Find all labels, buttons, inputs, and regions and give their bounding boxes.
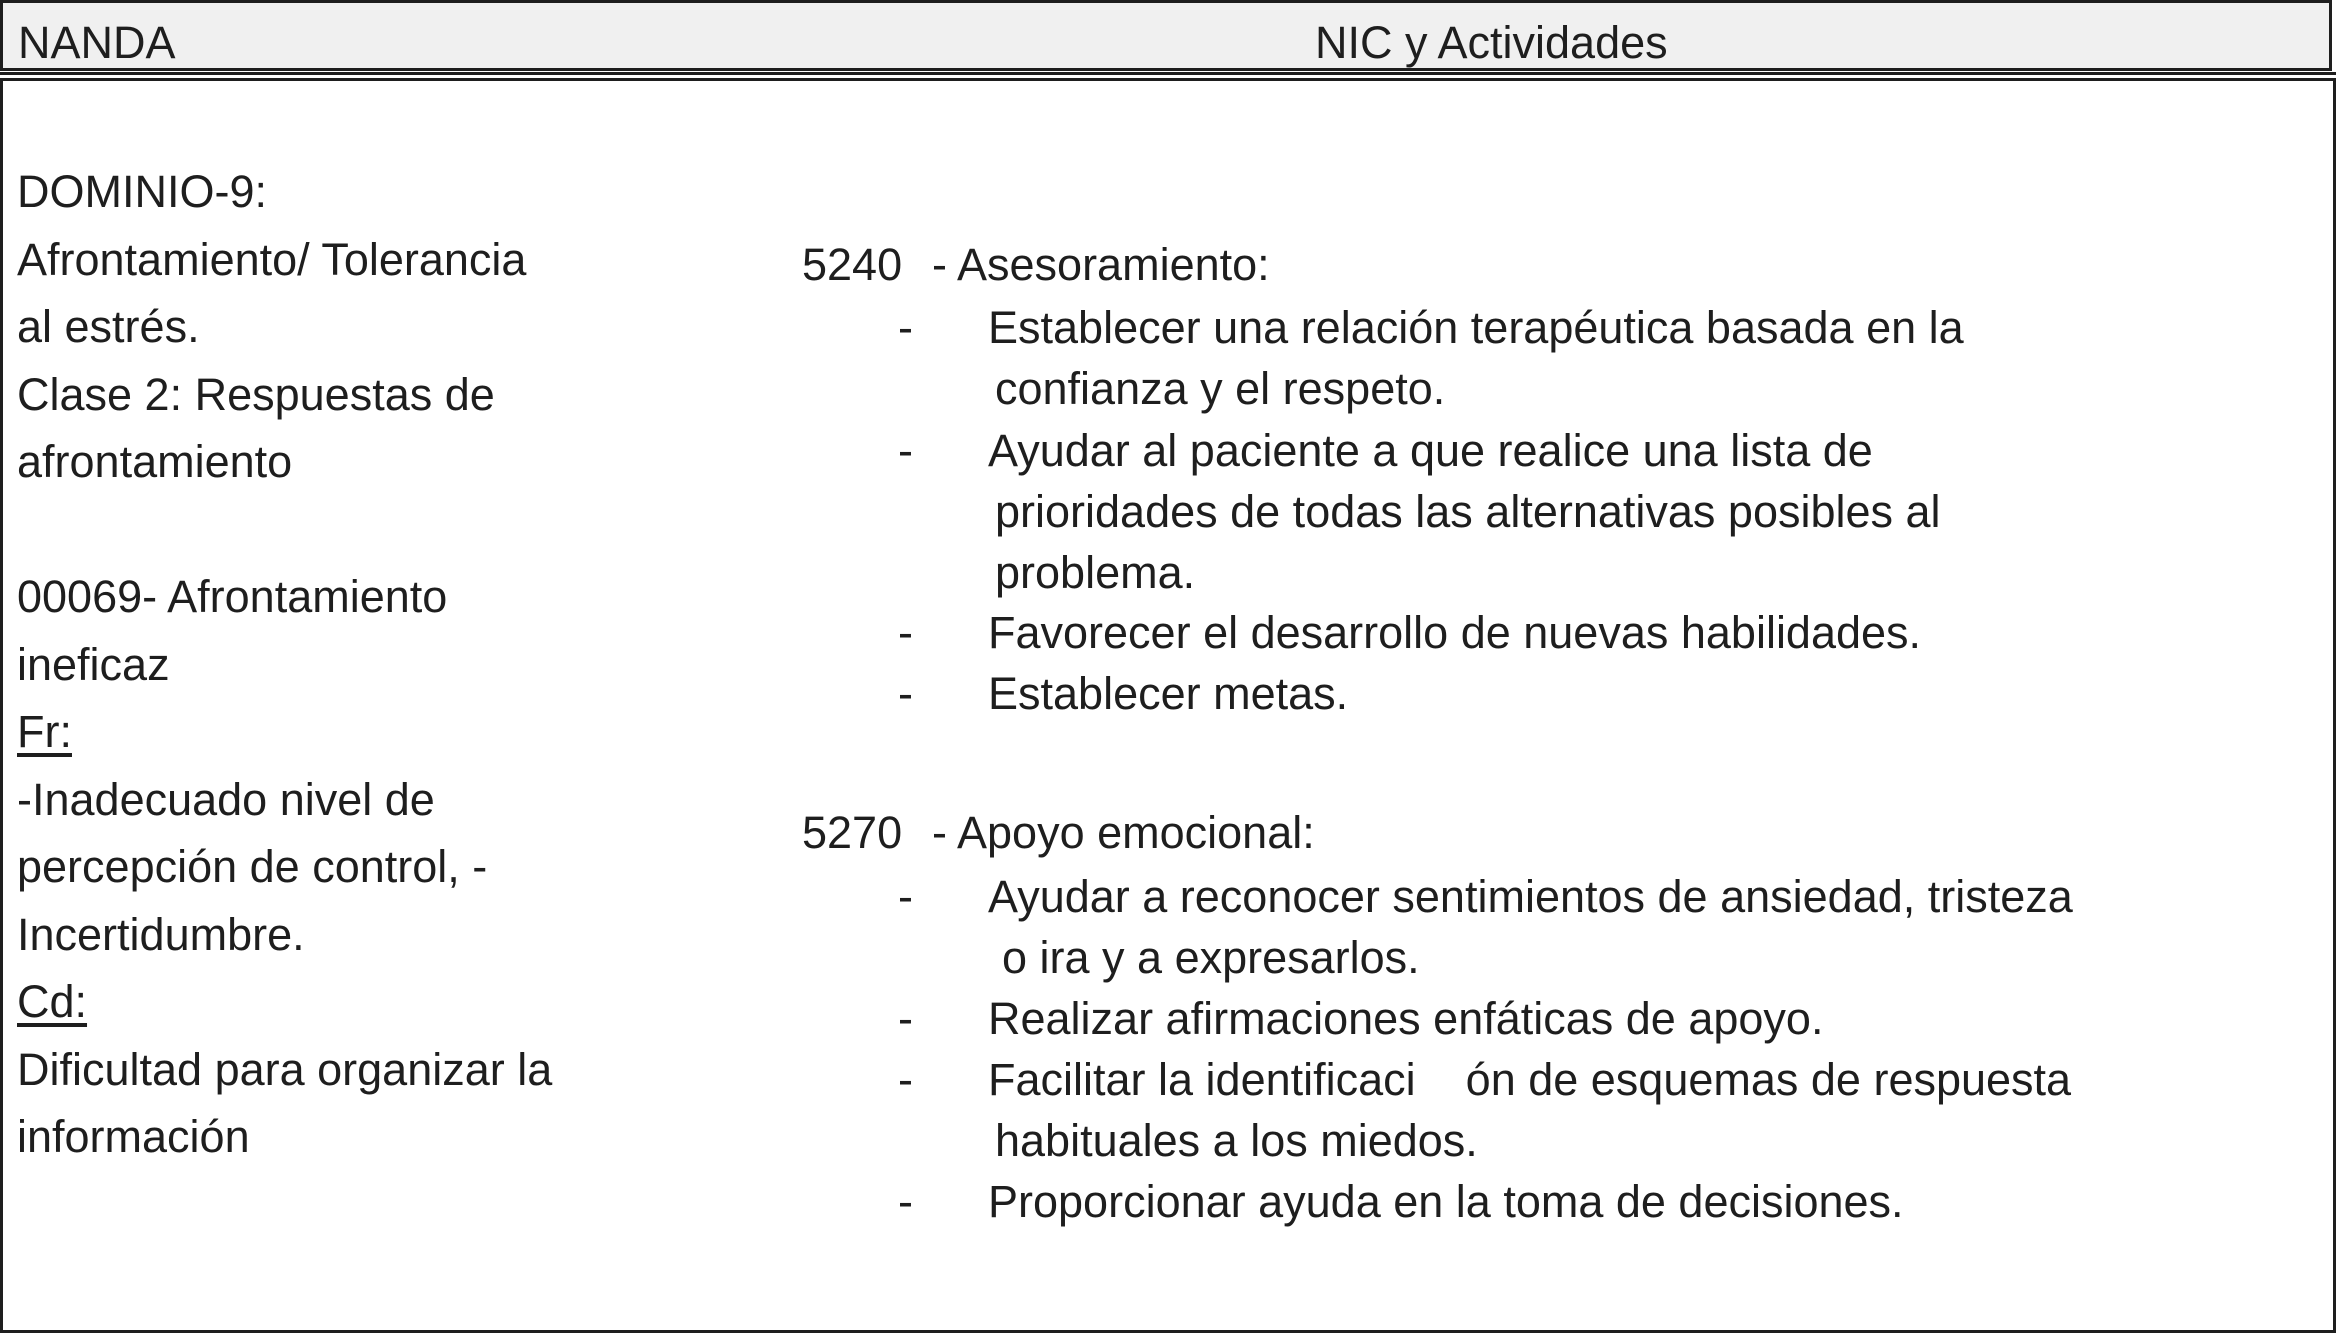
bullet-dash: - <box>898 302 913 353</box>
domain-line: afrontamiento <box>17 436 293 487</box>
activity-text: Ayudar al paciente a que realice una lista de <box>988 425 1873 476</box>
cd-label: Cd: <box>17 976 88 1027</box>
bullet-dash: - <box>898 1054 913 1105</box>
nic-title: - Asesoramiento: <box>932 239 1270 290</box>
nic-code: 5270 <box>802 807 903 858</box>
diagnosis-line: 00069- Afrontamiento <box>17 571 448 622</box>
bullet-dash: - <box>898 993 913 1044</box>
nic-code: 5240 <box>802 239 903 290</box>
nic-title: - Apoyo emocional: <box>932 807 1315 858</box>
bullet-dash: - <box>898 668 913 719</box>
bullet-dash: - <box>898 607 913 658</box>
activity-text-continued: prioridades de todas las alternativas posibles al <box>995 486 1941 537</box>
activity-text-continued: confianza y el respeto. <box>995 363 1446 414</box>
activity-text: Favorecer el desarrollo de nuevas habilidades. <box>988 607 1922 658</box>
activity-text-continued: problema. <box>995 547 1196 598</box>
bullet-dash: - <box>898 871 913 922</box>
domain-line: Clase 2: Respuestas de <box>17 368 495 420</box>
diagnosis-line: ineficaz <box>17 638 170 690</box>
nic-column-header: NIC y Actividades <box>1315 17 1668 68</box>
activity-text-continued: o ira y a expresarlos. <box>1002 932 1420 983</box>
activity-text: Establecer una relación terapéutica basada en la <box>988 302 1964 353</box>
bullet-dash: - <box>898 1176 913 1227</box>
activity-text: Realizar afirmaciones enfáticas de apoyo. <box>988 993 1824 1044</box>
fr-line: percepción de control, - <box>17 841 488 892</box>
domain-line: DOMINIO-9: <box>17 166 268 217</box>
fr-line: Incertidumbre. <box>17 908 305 960</box>
activity-text: Establecer metas. <box>988 668 1349 719</box>
fr-line: -Inadecuado nivel de <box>17 773 435 825</box>
nic-intervention-heading <box>802 805 1315 861</box>
activity-text: Proporcionar ayuda en la toma de decisiones. <box>988 1176 1904 1227</box>
activity-text: Ayudar a reconocer sentimientos de ansiedad, tristeza <box>988 871 2073 922</box>
activity-text: Facilitar la identificaci ón de esquemas de respuesta <box>988 1054 2072 1105</box>
domain-line: Afrontamiento/ Tolerancia <box>17 233 527 285</box>
activity-text-continued: habituales a los miedos. <box>995 1115 1478 1166</box>
nanda-column-header: NANDA <box>18 17 176 68</box>
nic-intervention-heading <box>802 237 1270 293</box>
bullet-dash: - <box>898 425 913 476</box>
domain-line: al estrés. <box>17 301 200 352</box>
fr-label: Fr: <box>17 706 72 757</box>
cd-line: Dificultad para organizar la <box>17 1043 553 1095</box>
cd-line: información <box>17 1111 250 1162</box>
